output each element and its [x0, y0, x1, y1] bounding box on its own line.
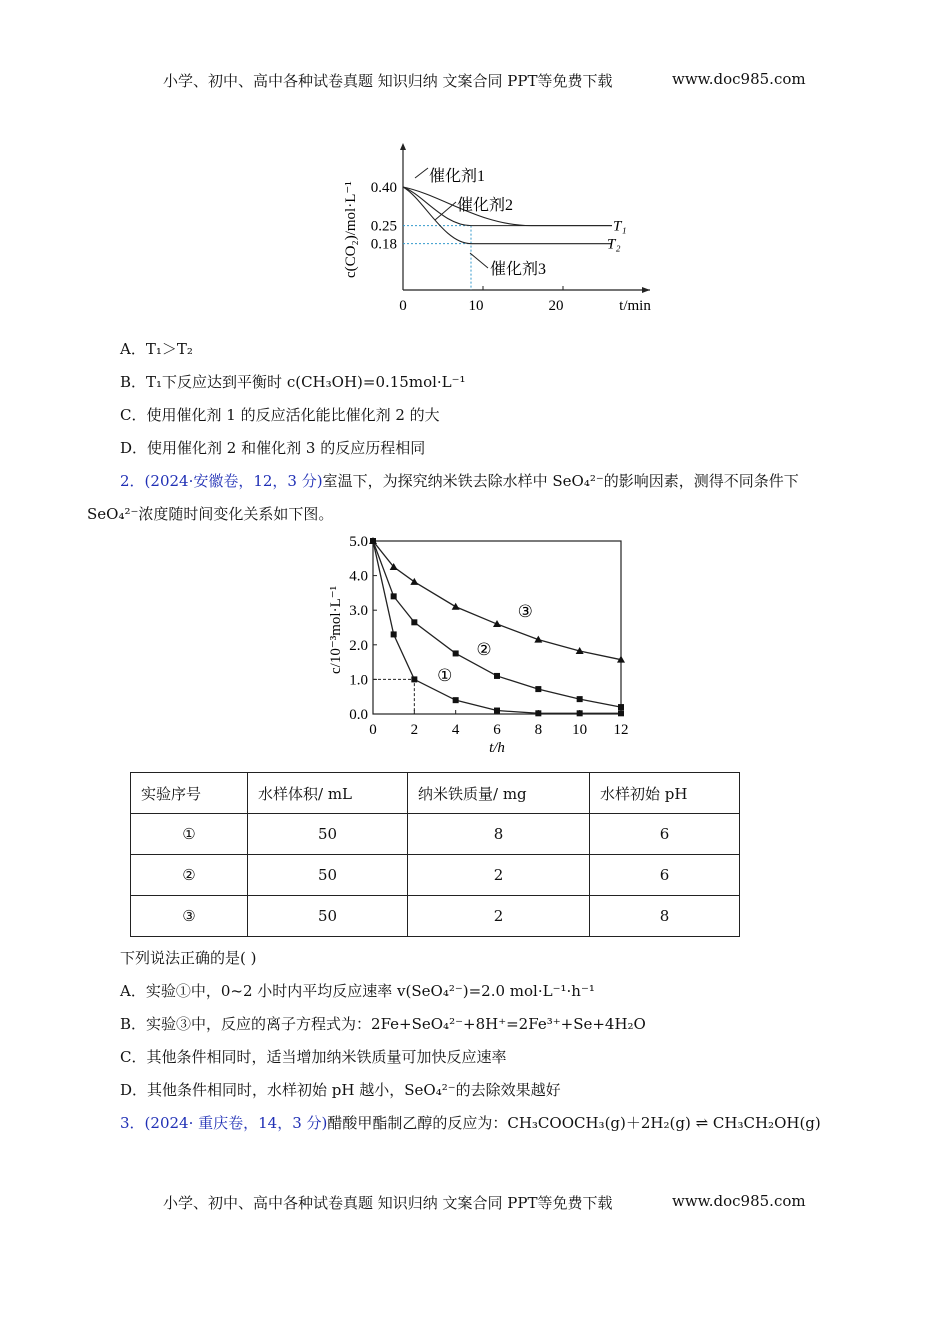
table-row — [131, 855, 740, 896]
footer-text: 小学、初中、高中各种试卷真题 知识归纳 文案合同 PPT等免费下载 — [163, 1194, 613, 1212]
data-point — [411, 619, 417, 625]
plot-frame — [373, 541, 621, 714]
series-label: 催化剂2 — [457, 197, 514, 214]
data-point — [410, 578, 418, 585]
data-point — [535, 710, 541, 716]
table-header: 实验序号 — [131, 773, 248, 814]
x-tick-label: 8 — [534, 722, 543, 738]
series-line — [373, 541, 621, 713]
data-point — [577, 696, 583, 702]
footer-url[interactable]: www.doc985.com — [672, 1192, 806, 1210]
table-cell: 50 — [248, 855, 408, 896]
table-header-row — [131, 773, 740, 814]
guide-lines — [403, 226, 471, 290]
y-tick-label: 0.25 — [370, 218, 397, 235]
data-point — [618, 710, 624, 716]
header-text: 小学、初中、高中各种试卷真题 知识归纳 文案合同 PPT等免费下载 — [163, 72, 613, 90]
y-tick-label: 1.0 — [349, 672, 368, 689]
q1-option-d: D．使用催化剂 2 和催化剂 3 的反应历程相同 — [120, 439, 426, 457]
table-cell: 6 — [590, 855, 740, 896]
table-row — [131, 814, 740, 855]
table-cell: 50 — [248, 896, 408, 937]
q2-option-d: D．其他条件相同时，水样初始 pH 越小，SeO₄²⁻的去除效果越好 — [120, 1081, 561, 1099]
y-axis-label: c(CO₂)/mol·L⁻¹ — [343, 181, 359, 278]
y-tick-label: 3.0 — [349, 603, 368, 620]
x-tick-label: 0 — [399, 298, 407, 314]
q2-stem: 2．(2024·安徽卷，12，3 分)室温下，为探究纳米铁去除水样中 SeO₄²⁻的影响因素，测得不同条件下 — [120, 472, 799, 490]
table-cell: ① — [131, 814, 248, 855]
y-tick-label: 0.40 — [370, 180, 397, 196]
leader-line — [415, 168, 428, 178]
data-point — [577, 710, 583, 716]
table-header: 水样体积/ mL — [248, 773, 408, 814]
table-cell: ③ — [131, 896, 248, 937]
chart-seo4-concentration — [320, 530, 650, 765]
data-point — [494, 708, 500, 714]
x-tick-label: 6 — [493, 722, 501, 738]
table-cell: 8 — [590, 896, 740, 937]
data-point — [618, 704, 624, 710]
table-cell: 2 — [408, 896, 590, 937]
table-header: 纳米铁质量/ mg — [408, 773, 590, 814]
data-point — [391, 593, 397, 599]
series-label: ② — [476, 640, 492, 660]
data-point — [411, 676, 417, 682]
header-url[interactable]: www.doc985.com — [672, 70, 806, 88]
x-tick-label: 10 — [468, 298, 484, 314]
q2-option-c: C．其他条件相同时，适当增加纳米铁质量可加快反应速率 — [120, 1048, 507, 1066]
y-tick-label: 2.0 — [349, 637, 368, 654]
table-cell: 50 — [248, 814, 408, 855]
y-tick-label: 5.0 — [349, 534, 368, 550]
data-point — [453, 650, 459, 656]
series-label: 催化剂1 — [429, 168, 486, 185]
x-axis-label: t/min — [619, 298, 651, 314]
q2-stem-2: SeO₄²⁻浓度随时间变化关系如下图。 — [87, 505, 334, 523]
series-label: 催化剂3 — [490, 261, 547, 278]
data-point — [535, 686, 541, 692]
table-cell: 2 — [408, 855, 590, 896]
table-cell: 8 — [408, 814, 590, 855]
data-point — [452, 603, 460, 610]
q3-source: 3．(2024· 重庆卷，14，3 分) — [120, 1114, 328, 1132]
q1-option-c: C．使用催化剂 1 的反应活化能比催化剂 2 的大 — [120, 406, 440, 424]
data-point — [453, 697, 459, 703]
table-cell: ② — [131, 855, 248, 896]
x-tick-label: 4 — [451, 722, 460, 738]
x-tick-label: 12 — [613, 722, 629, 738]
table-row — [131, 896, 740, 937]
x-tick-label: 2 — [410, 722, 419, 738]
series-end-label: T₂ — [607, 236, 621, 253]
y-tick-label: 4.0 — [349, 568, 368, 585]
q2-prompt: 下列说法正确的是( ) — [120, 949, 257, 967]
x-axis-arrow — [642, 287, 650, 293]
x-axis-label: t/h — [489, 740, 505, 756]
x-tick-label: 10 — [572, 722, 588, 738]
q2-option-a: A．实验①中，0~2 小时内平均反应速率 v(SeO₄²⁻)=2.0 mol·L⁻¹·h⁻¹ — [120, 982, 595, 1000]
x-tick-label: 20 — [548, 298, 564, 314]
x-tick-label: 0 — [369, 722, 377, 738]
q3-stem: 3．(2024· 重庆卷，14，3 分)醋酸甲酯制乙醇的反应为：CH₃COOCH₃(g)＋2H₂(g) ⇌ CH₃CH₂OH(g) — [120, 1114, 821, 1132]
series-label: ③ — [517, 602, 533, 622]
chart-co2-concentration — [330, 140, 670, 320]
q2-option-b: B．实验③中，反应的离子方程式为：2Fe+SeO₄²⁻+8H⁺=2Fe³⁺+Se+4H₂O — [120, 1015, 646, 1033]
data-point — [391, 631, 397, 637]
table-header: 水样初始 pH — [590, 773, 740, 814]
y-tick-label: 0.0 — [349, 707, 368, 723]
series-line — [373, 541, 621, 660]
y-axis-arrow — [400, 143, 406, 150]
q2-source: 2．(2024·安徽卷，12，3 分) — [120, 472, 323, 490]
series-end-label: T₁ — [613, 218, 627, 235]
leader-line — [470, 253, 488, 268]
guide-lines — [373, 679, 414, 714]
series-label: ① — [437, 666, 453, 686]
q1-option-a: A．T₁＞T₂ — [120, 340, 193, 358]
series-line — [403, 187, 612, 244]
q1-option-b: B．T₁下反应达到平衡时 c(CH₃OH)=0.15mol·L⁻¹ — [120, 373, 466, 391]
table-cell: 6 — [590, 814, 740, 855]
y-axis-label: c/10⁻³mol·L⁻¹ — [328, 585, 344, 674]
y-tick-label: 0.18 — [370, 236, 397, 253]
experiment-table — [130, 772, 740, 937]
data-point — [494, 673, 500, 679]
